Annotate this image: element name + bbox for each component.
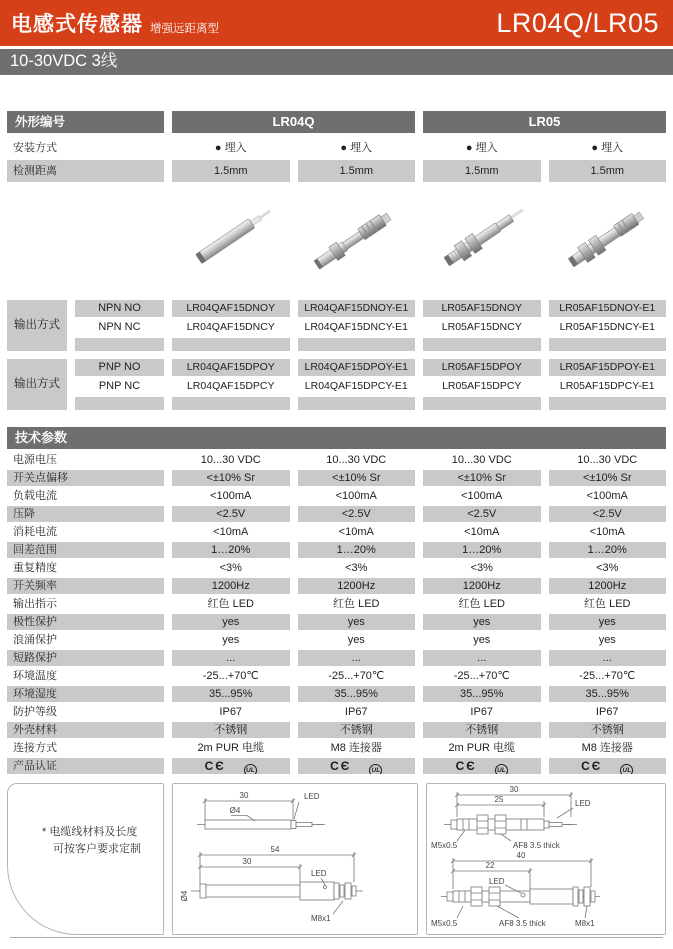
mounting-value: ● 埋入 xyxy=(465,142,498,154)
note-line-2: 可按客户要求定制 xyxy=(53,843,141,855)
spec-value: IP67 xyxy=(344,706,368,718)
label-lr05-m8-conn: M8x1 xyxy=(575,919,595,928)
mounting-label: 安装方式 xyxy=(13,142,57,154)
spec-value: yes xyxy=(172,614,290,630)
label-lr05-m8-led: LED xyxy=(489,877,505,886)
ul-mark-icon: UL xyxy=(495,764,508,774)
spec-value: 10...30 VDC xyxy=(451,454,512,466)
dim-lr04q-cable-diameter: Ø4 xyxy=(229,806,241,815)
spec-value: <3% xyxy=(470,562,493,574)
spec-value: 不锈钢 xyxy=(423,722,541,738)
spec-value: <100mA xyxy=(210,490,252,502)
output-type-npn-nc: NPN NC xyxy=(98,321,141,333)
part-number: LR05AF15DPOY-E1 xyxy=(549,359,667,376)
spec-row xyxy=(7,488,666,504)
spec-value: ... xyxy=(549,650,667,666)
spec-value: <3% xyxy=(345,562,368,574)
page-bottom-rule xyxy=(10,937,663,938)
spec-row xyxy=(7,524,666,540)
output-type-pnp-nc: PNP NC xyxy=(98,380,141,392)
certification-marks xyxy=(172,758,290,774)
spec-value: <2.5V xyxy=(423,506,541,522)
spec-value: 不锈钢 xyxy=(549,722,667,738)
spec-label: 开关频率 xyxy=(7,578,164,594)
spec-row xyxy=(7,560,666,576)
series-header-lr04q: LR04Q xyxy=(172,111,415,133)
spec-value: <3% xyxy=(219,562,242,574)
spec-value: yes xyxy=(347,634,365,646)
part-number: LR04QAF15DNOY-E1 xyxy=(298,300,416,317)
certification-row xyxy=(7,758,666,774)
spec-value: <10mA xyxy=(464,526,500,538)
dim-lr04q-cable-length: 30 xyxy=(239,791,249,800)
spec-row xyxy=(7,596,666,612)
page-subtitle: 增强远距离型 xyxy=(150,22,219,35)
label-lr05-cable-flat: AF8 3.5 thick xyxy=(513,841,560,850)
dim-lr05-m8-body: 22 xyxy=(485,861,495,870)
spec-value: ... xyxy=(298,650,416,666)
spec-value: 红色 LED xyxy=(333,598,380,610)
spec-row xyxy=(7,722,666,738)
spec-value: yes xyxy=(222,634,240,646)
shape-code-header: 外形编号 xyxy=(7,111,164,133)
spec-value: 10...30 VDC xyxy=(200,454,261,466)
product-photo-row xyxy=(7,182,666,300)
spec-label: 连接方式 xyxy=(13,742,57,754)
part-number: LR04QAF15DPOY xyxy=(172,359,290,376)
output-mode-label: 输出方式 xyxy=(7,300,67,351)
ce-mark-icon: CЄ xyxy=(204,759,226,773)
model-number: LR04Q/LR05 xyxy=(496,7,659,38)
spec-row xyxy=(7,704,666,720)
spec-value: 1…20% xyxy=(298,542,416,558)
dim-lr05-cable-total: 30 xyxy=(509,785,519,794)
mounting-value: ● 埋入 xyxy=(214,142,247,154)
spec-value: yes xyxy=(423,614,541,630)
page-header xyxy=(0,0,673,75)
spec-value: 1…20% xyxy=(423,542,541,558)
spec-row xyxy=(7,740,666,756)
spec-value: <2.5V xyxy=(298,506,416,522)
ce-mark-icon: CЄ xyxy=(581,759,603,773)
spec-row xyxy=(7,542,666,558)
datasheet-body xyxy=(0,111,673,938)
spec-value: yes xyxy=(549,614,667,630)
mounting-value: ● 埋入 xyxy=(591,142,624,154)
spec-row xyxy=(7,668,666,684)
spec-row xyxy=(7,686,666,702)
spacer-cell xyxy=(75,397,164,410)
spec-value: 1…20% xyxy=(549,542,667,558)
spec-value: 1…20% xyxy=(172,542,290,558)
spec-row xyxy=(7,650,666,666)
title-bar xyxy=(0,0,673,46)
certification-label: 产品认证 xyxy=(7,758,164,774)
sensor-photo-lr04q-connector xyxy=(298,185,416,297)
spacer-cell xyxy=(549,338,667,351)
dim-lr04q-m8-diameter: Ø4 xyxy=(180,890,189,902)
part-number: LR05AF15DNOY xyxy=(423,300,541,317)
spec-value: <10mA xyxy=(338,526,374,538)
ul-mark-icon: UL xyxy=(244,764,257,774)
spec-value: <±10% Sr xyxy=(298,470,416,486)
spacer-cell xyxy=(172,397,290,410)
spec-value: 35...95% xyxy=(172,686,290,702)
part-number: LR05AF15DNCY xyxy=(441,321,522,333)
spec-value: <100mA xyxy=(335,490,377,502)
spec-value: -25...+70℃ xyxy=(202,670,259,682)
spec-label: 压降 xyxy=(7,506,164,522)
spec-value: 10...30 VDC xyxy=(577,454,638,466)
ul-mark-icon: UL xyxy=(369,764,382,774)
spec-value: <10mA xyxy=(213,526,249,538)
spec-label: 浪涌保护 xyxy=(13,634,57,646)
drawing-box-lr04q xyxy=(172,783,418,935)
part-number: LR05AF15DNOY-E1 xyxy=(549,300,667,317)
distance-row xyxy=(7,160,666,182)
spec-value: -25...+70℃ xyxy=(579,670,636,682)
part-number: LR04QAF15DNOY xyxy=(172,300,290,317)
certification-marks xyxy=(298,758,416,774)
spec-label: 环境湿度 xyxy=(7,686,164,702)
spec-value: 35...95% xyxy=(298,686,416,702)
distance-value: 1.5mm xyxy=(298,160,416,182)
output-type-npn-no: NPN NO xyxy=(75,300,164,317)
mounting-row xyxy=(7,138,666,158)
spec-row xyxy=(7,614,666,630)
output-mode-label: 输出方式 xyxy=(7,359,67,410)
label-lr05-m8-thread: M5x0.5 xyxy=(431,919,458,928)
certification-marks xyxy=(549,758,667,774)
sensor-photo-lr05-cable xyxy=(423,185,541,297)
spacer-cell xyxy=(423,397,541,410)
spec-value: 1200Hz xyxy=(298,578,416,594)
part-number: LR04QAF15DPOY-E1 xyxy=(298,359,416,376)
sensor-photo-lr04q-cable xyxy=(172,185,290,297)
distance-value: 1.5mm xyxy=(423,160,541,182)
spacer-cell xyxy=(298,338,416,351)
spec-value: IP67 xyxy=(470,706,494,718)
spec-label: 极性保护 xyxy=(7,614,164,630)
dim-lr05-cable-body: 25 xyxy=(494,795,504,804)
label-lr04q-cable-led: LED xyxy=(304,792,320,801)
output-block-pnp xyxy=(7,359,666,410)
part-number: LR04QAF15DPCY-E1 xyxy=(304,380,408,392)
ce-mark-icon: CЄ xyxy=(330,759,352,773)
spec-value: 35...95% xyxy=(549,686,667,702)
spec-value: 红色 LED xyxy=(207,598,254,610)
drawing-box-lr05 xyxy=(426,783,666,935)
spec-value: M8 连接器 xyxy=(581,742,633,754)
spacer-cell xyxy=(549,397,667,410)
spec-label: 输出指示 xyxy=(13,598,57,610)
spec-value: -25...+70℃ xyxy=(453,670,510,682)
spec-value: M8 连接器 xyxy=(330,742,382,754)
part-number: LR05AF15DPCY-E1 xyxy=(559,380,655,392)
spec-label: 短路保护 xyxy=(7,650,164,666)
spec-value: <10mA xyxy=(589,526,625,538)
spec-value: ... xyxy=(172,650,290,666)
label-lr05-m8-flat: AF8 3.5 thick xyxy=(499,919,546,928)
distance-label: 检测距离 xyxy=(7,160,164,182)
sensor-photo-lr05-connector xyxy=(549,185,667,297)
spec-value: 红色 LED xyxy=(584,598,631,610)
spec-label: 外壳材料 xyxy=(7,722,164,738)
part-number: LR05AF15DPCY xyxy=(442,380,522,392)
dim-lr04q-m8-total: 54 xyxy=(270,845,280,854)
spec-value: <±10% Sr xyxy=(549,470,667,486)
dim-lr04q-m8-body: 30 xyxy=(242,857,252,866)
spec-label: 重复精度 xyxy=(13,562,57,574)
spec-value: yes xyxy=(473,634,491,646)
power-spec-bar: 10-30VDC 3线 xyxy=(0,49,673,75)
label-lr05-cable-led: LED xyxy=(575,799,591,808)
spec-value: 1200Hz xyxy=(172,578,290,594)
spec-label: 环境温度 xyxy=(13,670,57,682)
spec-label: 电源电压 xyxy=(13,454,57,466)
selection-header-row xyxy=(7,111,666,133)
spacer-cell xyxy=(75,338,164,351)
footer-section xyxy=(7,783,666,935)
page-title: 电感式传感器 xyxy=(11,13,143,36)
output-block-npn xyxy=(7,300,666,351)
spacer-cell xyxy=(423,338,541,351)
lr04q-dimension-drawing xyxy=(173,784,417,934)
spec-value: 1200Hz xyxy=(549,578,667,594)
note-box xyxy=(7,783,164,935)
spec-row xyxy=(7,506,666,522)
spec-value: <100mA xyxy=(461,490,503,502)
spec-value: 不锈钢 xyxy=(298,722,416,738)
certification-marks xyxy=(423,758,541,774)
spec-value: ... xyxy=(423,650,541,666)
part-number: LR05AF15DNCY-E1 xyxy=(559,321,655,333)
spec-label: 消耗电流 xyxy=(13,526,57,538)
spec-table xyxy=(7,452,666,774)
spec-value: -25...+70℃ xyxy=(328,670,385,682)
spec-row xyxy=(7,452,666,468)
spec-value: 1200Hz xyxy=(423,578,541,594)
output-type-pnp-no: PNP NO xyxy=(75,359,164,376)
label-lr05-cable-thread: M5x0.5 xyxy=(431,841,458,850)
label-lr04q-m8-thread: M8x1 xyxy=(311,914,331,923)
spec-label: 开关点偏移 xyxy=(7,470,164,486)
series-header-lr05: LR05 xyxy=(423,111,666,133)
label-lr04q-m8-led: LED xyxy=(311,869,327,878)
spec-value: 10...30 VDC xyxy=(326,454,387,466)
dim-lr05-m8-total: 40 xyxy=(516,851,526,860)
spec-value: <±10% Sr xyxy=(423,470,541,486)
ul-mark-icon: UL xyxy=(620,764,633,774)
spec-label: 负载电流 xyxy=(13,490,57,502)
spec-value: yes xyxy=(598,634,616,646)
note-line-1: * 电缆线材料及长度 xyxy=(42,826,138,838)
spec-value: IP67 xyxy=(219,706,243,718)
spec-value: yes xyxy=(298,614,416,630)
spec-row xyxy=(7,578,666,594)
part-number: LR04QAF15DPCY xyxy=(186,380,275,392)
spec-value: 35...95% xyxy=(423,686,541,702)
spacer-cell xyxy=(172,338,290,351)
part-number: LR04QAF15DNCY-E1 xyxy=(304,321,408,333)
spec-value: IP67 xyxy=(595,706,619,718)
part-number: LR05AF15DPOY xyxy=(423,359,541,376)
spec-value: <±10% Sr xyxy=(172,470,290,486)
spec-row xyxy=(7,470,666,486)
spec-value: 红色 LED xyxy=(458,598,505,610)
spec-value: <2.5V xyxy=(172,506,290,522)
spec-value: <3% xyxy=(596,562,619,574)
tech-params-header: 技术参数 xyxy=(7,427,666,449)
spec-value: <2.5V xyxy=(549,506,667,522)
spec-value: 不锈钢 xyxy=(172,722,290,738)
spec-label: 回差范围 xyxy=(7,542,164,558)
spec-row xyxy=(7,632,666,648)
distance-value: 1.5mm xyxy=(549,160,667,182)
spec-label: 防护等级 xyxy=(13,706,57,718)
distance-value: 1.5mm xyxy=(172,160,290,182)
part-number: LR04QAF15DNCY xyxy=(186,321,275,333)
lr05-dimension-drawing xyxy=(427,784,665,934)
spacer-cell xyxy=(298,397,416,410)
ce-mark-icon: CЄ xyxy=(455,759,477,773)
spec-value: 2m PUR 电缆 xyxy=(448,742,516,754)
mounting-value: ● 埋入 xyxy=(340,142,373,154)
spec-value: <100mA xyxy=(586,490,628,502)
spec-value: 2m PUR 电缆 xyxy=(197,742,265,754)
